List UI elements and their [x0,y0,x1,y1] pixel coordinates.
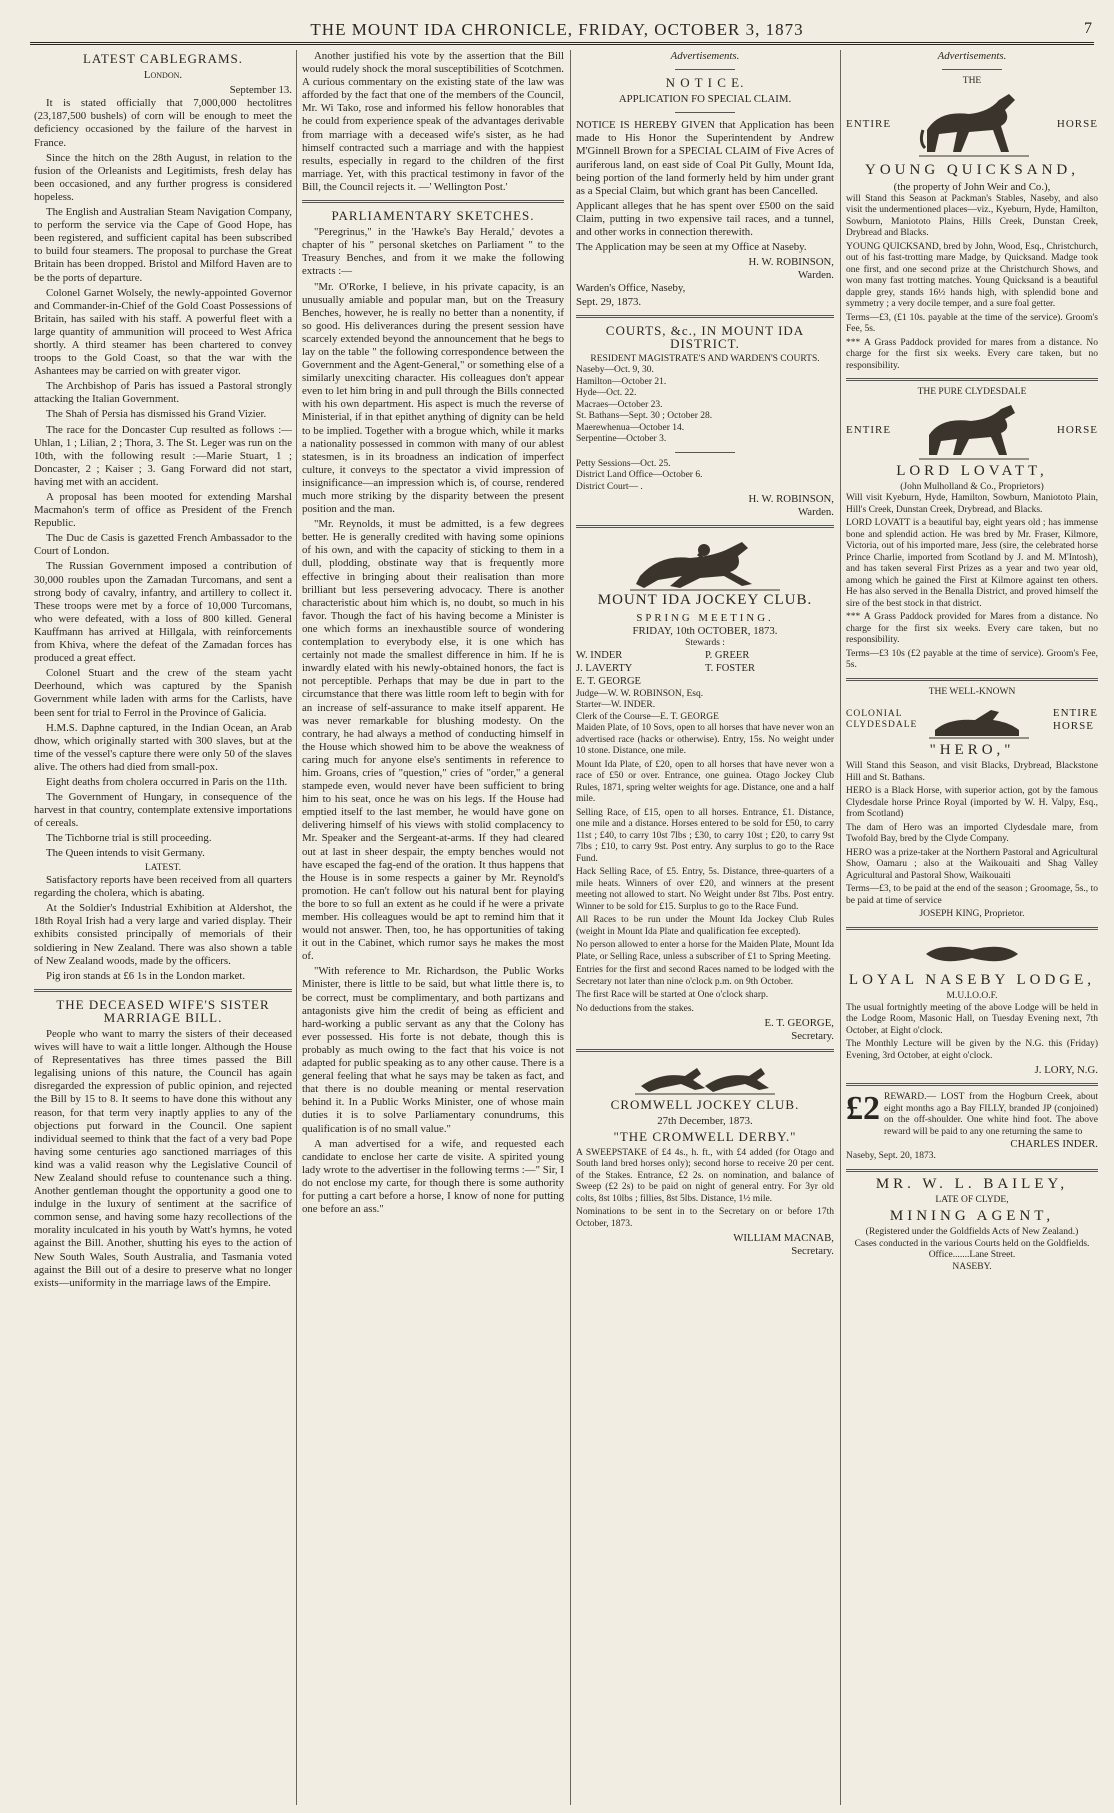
agent-role: MINING AGENT, [889,1208,1055,1225]
paragraph: Satisfactory reports have been received from all quarters regarding the cholera, which is abating. [34,874,292,900]
notice-date: Sept. 29, 1873. [576,295,642,308]
paragraph: LORD LOVATT is a beautiful bay, eight years old ; has immense bone and splendid action. He was bred by Mr. Fraser, Kilmore, Victoria, out of his imported mare, Jess (sire, the celebrated horse Prince Charlie, imported from Scotland by J. and M. M'Intosh), and has taken several First Prizes as a year and two year old, among which he gained the First at Kilmore against ten others. He has also served in the Benalla District, and proved himself the sire of the best stock in that district. [846,518,1098,609]
agent-late: LATE OF CLYDE, [935,1194,1009,1205]
paragraph: Since the hitch on the 28th August, in relation to the fusion of the Orleanists and Legitimists, fresh delay has been occasioned, and any further progress is considered hopeless. [34,151,292,203]
paragraph: Terms—£3, (£1 10s. payable at the time of the service). Groom's Fee, 5s. [846,312,1098,335]
paragraph: Applicant alleges that he has spent over £500 on the said Claim, putting in two expensive tail races, and a tunnel, and other works in connection therewith. [576,199,834,239]
paragraph: The English and Australian Steam Navigation Company, to perform the service via the Cape of Good Hope, has been registered, and sufficient capital has been subscribed to build four steamers. The proposal to purchase the Great Britain has been dropped. Bristol and Milford Haven are to be the ports of departure. [34,206,292,284]
column-4 [846,50,1098,1805]
official-entry: Starter—W. INDER. [576,700,656,711]
entire-horse-label [1053,707,1098,733]
paragraph: NOTICE IS HEREBY GIVEN that Application has been made to His Honor the Superintendent by Andrew M'Ginnell Brown for a SPECIAL CLAIM of Five Acres of auriferous land, on east side of Coal Pit Gully, Mount Ida, being portion of the land formerly held by him under grant as a Special Claim, but which grant has been Cancelled. [576,119,834,197]
divider [675,112,735,113]
cromwell-heading: CROMWELL JOCKEY CLUB. [610,1097,800,1113]
agent-office: Office.......Lane Street. [928,1250,1016,1261]
signature-title: Secretary. [791,1245,834,1258]
paragraph: Colonel Garnet Wolsely, the newly-appointed Governor and Commander-in-Chief of the Gold Coast Possessions of Britain, has sailed with his staff. A powerful fleet with a large quantity of ammunition will proceed to West Africa shortly. A third steamer has been chartered to convey troops to the Gold Coast, so that the war with the Ashantees may be carried on with greater vigor. [34,286,292,378]
paragraph: The Queen intends to visit Germany. [46,847,205,860]
notice-subheading: APPLICATION FO SPECIAL CLAIM. [618,93,792,106]
steward-name: P. GREER [705,650,750,662]
paragraph: Nominations to be sent in to the Secretary on or before 17th October, 1873. [576,1207,834,1229]
paragraph: The Monthly Lecture will be given by the N.G. this (Friday) Evening, 3rd October, at eight o'clock. [846,1039,1098,1061]
steward-name: T. FOSTER [705,663,755,675]
lying-horse-engraving-icon [929,700,1029,740]
masthead [0,0,1114,42]
paragraph: Terms—£3 10s (£2 payable at the time of service). Groom's Fee, 5s. [846,648,1098,671]
masthead-rule [30,42,1094,45]
divider [302,200,564,203]
steward-name: W. INDER [576,650,623,662]
court-entry: Petty Sessions—Oct. 25. [576,458,671,469]
column-1 [34,50,292,1805]
stallion-name: "HERO," [929,742,1015,759]
paragraph: At the Soldier's Industrial Exhibition at Aldershot, the 18th Royal Irish had a very large and varied display. Their exhibits consisted principally of memorials of their soldiering in New Zealand. There was also shown a table of New Zealand woods, made by the officers. [34,902,292,967]
stallion-details [846,194,1098,373]
divider [675,69,735,70]
signature-title: Warden. [797,269,834,282]
courts-list [576,365,834,446]
paragraph: will Stand this Season at Packman's Stables, Naseby, and also visit the undermentioned places—viz., Kyeburn, Hyde, Hamilton, Sowburn, Maniototo Plains, Hills Creek, Dunstan Creek, Drybread and Blacks. [846,193,1098,239]
stallion-engraving-icon [919,90,1029,160]
paragraph: The Government of Hungary, in consequence of the harvest in that country, contemplate extensive importations of cereals. [34,791,292,830]
race-conditions [576,723,834,1015]
entire-horse-banner [846,700,1098,740]
article-body [302,50,564,194]
stallion-details [846,761,1098,907]
stallion-owner: (the property of John Weir and Co.), [893,180,1051,193]
article-heading: PARLIAMENTARY SKETCHES. [331,208,535,224]
divider [576,1049,834,1052]
stewards-list [576,649,834,688]
reward-text: REWARD.— LOST from the Hogburn Creek, about eight months ago a Bay FILLY, branded JP (conjoined) on the off-shoulder. One white hind foot. The above reward will be paid to any one returning the same to [884,1092,1098,1137]
galloping-horses-icon [635,1058,775,1096]
notice-body [576,119,834,254]
paragraph: A proposal has been mooted for extending Marshal Macmahon's term of office as President of the French Republic. [34,491,292,530]
column-divider [840,50,841,1805]
stallion-details [846,493,1098,672]
divider [942,69,1002,70]
race-condition: Selling Race, of £15, open to all horses. Entrance, £1. Distance, one mile and a distance. Horses entered to be sold for £50, to carry 11st ; £40, to carry 10st 7lbs ; £30, to carry 10st ; £20, to carry 9st 7lbs ; £10, to carry 9st. Post entry. Any surplus to go to the Race Fund. [576,807,834,864]
paragraph: The Russian Government imposed a contribution of 30,000 roubles upon the Zamadan Turcomans, and sent a strong body of cavalry, infantry, and artillery to collect it. These troops were met by a force of 10,000 Turcomans, who were defeated, with a loss of 800 killed. General Kauffmann has arrived at Hillgala, with reinforcements from Khiva, where the defeat of the Zamadan forces has produced a great effect. [34,560,292,665]
signature: CHARLES INDER. [1010,1138,1098,1151]
cromwell-date: 27th December, 1873. [657,1115,753,1128]
column-2 [302,50,564,1805]
agent-heading: MR. W. L. BAILEY, [875,1175,1069,1192]
notice-office: Warden's Office, Naseby, [576,282,686,295]
race-condition: No person allowed to enter a horse for the Maiden Plate, Mount Ida Plate, or Selling Race, unless a subscriber of £1 to Spring Meeting. [576,940,834,962]
official-entry: Clerk of the Course—E. T. GEORGE [576,711,719,722]
derby-body [576,1148,834,1231]
reward-date: Naseby, Sept. 20, 1873. [846,1151,936,1162]
ad-label: THE WELL-KNOWN [928,686,1016,697]
paragraph: The Duc de Casis is gazetted French Ambassador to the Court of London. [34,532,292,558]
column-3 [576,50,834,1805]
agent-cases: Cases conducted in the various Courts held on the Goldfields. [854,1238,1090,1249]
official-entry: Judge—W. W. ROBINSON, Esq. [576,688,704,699]
stallion-name: LORD LOVATT, [896,462,1048,479]
horse-label: HORSE [1056,118,1098,131]
paragraph: The Archbishop of Paris has issued a Pastoral strongly attacking the Italian Government. [34,380,292,406]
paragraph: "Mr. O'Rorke, I believe, in his private capacity, is an unusually amiable and popular man, but on the Treasury Benches, however, he is really no better than a nonentity, if so good. His deliverances during the present session have scarcely extended beyond the announcement that he begs to lay on the table " the following correspondence between the Government and the Agent-General," or something else of a similarly unexciting character. His colleagues don't appear even to let him bring in and pull through the Bills connected with his own department. His aspect is much the reverse of Ministerial, if in that epithet anything of dignity can be held to be implied. Together with a brogue which, while it marks a nationality possessed in common with many of our ablest statesmen, is in its broadness an indication of imperfect culture, it conveys to the spectator a vivid impression of insignificance—an impression which is, of course, rendered much more striking by the disparity between the present position and the man. [302,280,564,516]
stallion-name: YOUNG QUICKSAND, [865,161,1079,178]
horse-label: HORSE [1052,720,1094,733]
courts-subheading: RESIDENT MAGISTRATE'S AND WARDEN'S COURTS. [590,353,820,364]
paragraph: H.M.S. Daphne captured, in the Indian Ocean, an Arab dhow, which originally started with 300 slaves, but at the time of the vessel's capture there were only 50 of the slaves alive. The others had died from small-pox. [34,721,292,773]
court-entry: Hamilton—October 21. [576,376,667,387]
ad-label: THE PURE CLYDESDALE [917,387,1027,398]
paragraph: It is stated officially that 7,000,000 hectolitres (23,187,500 bushels) of corn will be enough to meet the deficiency occasioned by the failure of the harvest in France. [34,97,292,149]
clydesdale-engraving-icon [919,401,1029,461]
signature: J. LORY, N.G. [1034,1064,1098,1077]
race-condition: Maiden Plate, of 10 Sovs, open to all horses that have never won an advertised race (hacks or otherwise). Entry, 15s. No weight under 10 stone. Distance, one mile. [576,723,834,757]
paragraph: Will visit Kyeburn, Hyde, Hamilton, Sowburn, Maniototo Plain, Hill's Creek, Dunstan Creek, Drybread, and Blacks. [846,493,1098,515]
paragraph: Eight deaths from cholera occurred in Paris on the 11th. [46,775,288,788]
paragraph: YOUNG QUICKSAND, bred by John, Wood, Esq., Christchurch, out of his fast-trotting mare Madge, by Quicksand. Madge took one first, and one second prize at the Christchurch Shows, and won many fast trotting matches. Young Quicksand is a beautiful dapple grey, stands 16½ hands high, with splendid bone and symmetry ; a very docile temper, and a sure foal getter. [846,241,1098,310]
signature: H. W. ROBINSON, [748,256,834,269]
agent-registration: (Registered under the Goldfields Acts of New Zealand.) [865,1227,1079,1238]
meeting-date: FRIDAY, 10th OCTOBER, 1873. [632,624,778,637]
article-heading: LATEST CABLEGRAMS. [82,51,244,66]
courts-list [576,459,834,494]
racehorse-engraving-icon [630,534,780,592]
article-body [34,97,292,860]
court-entry: Serpentine—October 3. [576,434,667,445]
steward-name: E. T. GEORGE [576,676,641,688]
court-entry: Hyde—Oct. 22. [576,388,637,399]
divider [846,927,1098,930]
paragraph: The usual fortnightly meeting of the above Lodge will be held in the Lodge Room, Masonic Hall, on Tuesday Evening next, 7th October, at Eight o'clock. [846,1002,1098,1036]
paragraph: Another justified his vote by the assertion that the Bill would rudely shock the moral susceptibilities of Scotchmen. A curious commentary on the existing state of the law was afforded by the fact that one of the members of the Council, Mr. Wi Tako, rose and informed his fellow honorables that he could from experience speak of the advantages derivable from marriage with a deceased wife's sister, as he had himself contracted such a marriage and with the happiest results, especially in regard to the children of the first marriage. Yet, with this practical testimony in favor of the Bill, the Council rejects it. —' Wellington Post.' [302,50,564,193]
race-condition: Mount Ida Plate, of £20, open to all horses that have never won a race of £50 or over. Entrance, one guinea. Otago Jockey Club Rules, 1871, spring welter weights for age. Distance, one and a half mile. [576,759,834,805]
race-condition: No deductions from the stakes. [576,1003,694,1014]
entire-horse-banner [846,401,1098,461]
signature: E. T. GEORGE, [764,1017,834,1030]
steward-name: J. LAVERTY [576,663,633,675]
divider [846,1083,1098,1086]
agent-town: NASEBY. [952,1261,992,1272]
paragraph: *** A Grass Paddock provided for Mares from a distance. No charge for the first six weeks. Every care taken, but no responsibility. [846,612,1098,646]
meeting-title: SPRING MEETING. [636,611,774,624]
officials-list [576,689,834,724]
signature-title: Secretary. [791,1030,834,1043]
court-entry: Macraes—October 23. [576,399,663,410]
article-body [34,1028,292,1290]
column-divider [296,50,297,1805]
dateline-date: September 13. [229,84,292,97]
derby-heading: "THE CROMWELL DERBY." [613,1129,797,1145]
paragraph: The Shah of Persia has dismissed his Grand Vizier. [46,408,267,421]
paragraph: Will Stand this Season, and visit Blacks, Drybread, Blackstone Hill and St. Bathans. [846,761,1098,783]
entire-label: ENTIRE [1052,707,1098,720]
paragraph: The race for the Doncaster Cup resulted as follows :—Uhlan, 1 ; Lilian, 2 ; Thora, 3. The St. Leger was run on the 10th, with the following result :—Marie Stuart, 1 ; Doncaster, 2 ; Kaiser ; 3. Gang Forward did not start, having met with an accident. [34,423,292,488]
paragraph: The dam of Hero was an imported Clydesdale mare, from Twofold Bay, bred by the Clyde Company. [846,822,1098,845]
section-heading: Advertisements. [937,50,1007,62]
signature: WILLIAM MACNAB, [733,1232,834,1244]
race-condition: Hack Selling Race, of £5. Entry, 5s. Distance, three-quarters of a mile heats. Winners of over £20, and winners at the present meeting not allowed to start. No Weight under 8st 7lbs. Post entry. Winner to be sold for £15. Surplus to go to the Race Fund. [576,867,834,912]
court-entry: St. Bathans—Sept. 30 ; October 28. [576,411,713,422]
horse-label: HORSE [1056,424,1098,437]
signature: JOSEPH KING, Proprietor. [919,909,1025,920]
section-heading: Advertisements. [670,50,740,62]
dateline-place: London. [143,69,183,82]
paragraph: The Application may be seen at my Office at Naseby. [576,241,807,254]
lodge-body [846,1003,1098,1063]
court-entry: Maerewhenua—October 14. [576,422,685,433]
court-entry: District Court— . [576,481,643,492]
article-heading: THE DECEASED WIFE'S SISTER MARRIAGE BILL. [56,996,270,1025]
clasped-hands-emblem-icon [922,936,1022,970]
entire-horse-banner [846,90,1098,160]
divider [846,378,1098,381]
paragraph: A SWEEPSTAKE of £4 4s., h. ft., with £4 added (for Otago and South land bred horses only); second horse to receive 20 per cent. of the Stakes. Entrance, £2 2s. on nomination, and balance of Sweep (£2 2s) to be paid on night of general entry. For 3yr old colts, 8st 10lbs ; fillies, 8st 5lbs. Distance, 1½ mile. [576,1147,834,1204]
courts-heading: COURTS, &c., IN MOUNT IDA DISTRICT. [605,322,805,351]
paragraph: Pig iron stands at £6 1s in the London market. [46,969,246,982]
paragraph: A man advertised for a wife, and requested each candidate to enclose her carte de visite. A spirited young lady wrote to the advertiser in the following terms :—" Sir, I do not enclose my carte, for though there is some authority for putting a cart before a horse, I know of none for putting one before an ass." [302,1137,564,1216]
latest-label: LATEST. [145,862,181,873]
race-condition: All Races to be run under the Mount Ida Jockey Club Rules (weight in Mount Ida Plate and qualification fee excepted). [576,915,834,937]
divider [34,989,292,992]
notice-heading: N O T I C E. [665,75,745,91]
article-body [34,874,292,983]
masthead-title: THE MOUNT IDA CHRONICLE, FRIDAY, OCTOBER 3, 1873 [310,20,804,39]
divider [846,678,1098,681]
signature-title: Warden. [797,506,834,519]
divider [576,525,834,528]
paragraph: *** A Grass Paddock provided for mares from a distance. No charge for the first six weeks. Every care taken, but no responsibility. [846,337,1098,371]
signature: H. W. ROBINSON, [748,493,834,506]
jockey-club-heading: MOUNT IDA JOCKEY CLUB. [597,592,813,609]
stallion-owner: (John Mulholland & Co., Proprietors) [900,481,1044,492]
paragraph: Colonel Stuart and the crew of the steam yacht Deerhound, which was captured by the Spanish Government while laden with arms for the Carlists, have been sent for trial to Ferrol in the Province of Galicia. [34,667,292,719]
paragraph: "With reference to Mr. Richardson, the Public Works Minister, there is little to be said, but what little there is, to be correct, must be complimentary, and both partizans and antagonists give him the credit of being as efficient and hard-working a public servant as any that the Colony has ever possessed. His forte is not debate, though this is probably as much owing to the fact that his voice is not adapted for public speaking as to any other cause. There is a general feeling that what he says may be taken as fact, and that there is no double meaning or mental reservation behind it. In a Public Works Minister, one of whose main duties it is to solve Parliamentary conundrums, this qualification is of no small value." [302,965,564,1135]
paragraph: HERO was a prize-taker at the Northern Pastoral and Agricultural Show, Oamaru ; also at the Waikouaiti and Shag Valley Agricultural and Pastoral Show, Waikouaiti [846,847,1098,881]
lodge-subheading: M.U.I.O.O.F. [946,991,998,1002]
paragraph: The Tichborne trial is still proceeding. [46,832,212,845]
lodge-heading: LOYAL NASEBY LODGE, [848,971,1096,988]
ad-label: THE [962,76,982,87]
paragraph: People who want to marry the sisters of their deceased wives will have to wait a little longer. Although the House of Representatives has three times passed the Bill legalising unions of this nature, the Council has again disregarded the expression of public opinion, and rejected the Bill by 15 to 8. It seems to have done this without any reason, for that term very inaptly applies to any of the objections put forward in the Council. One sapient individual seemed to think that the fact of a very bad Pope having some centuries ago sanctioned marriages of this kind was a valid reason why the Legislative Council of New Zealand should refuse to countenance such a thing. Another gentleman thought the opportunity a good one to indulge in the luxury of sentiment at the sacrifice of common sense, and having some hazy recollections of the morality inculcated in his youth by Watt's hymns, he voted against the Bill. Another, shutting his eyes to the action of New South Wales, South Australia, and Tasmania voted against the Bill out of a desire to preserve what no longer exists—uniformity in the marriage laws of the Empire. [34,1027,292,1289]
stewards-label: Stewards : [685,637,725,648]
race-condition: The first Race will be started at One o'clock sharp. [576,990,769,1001]
page-number: 7 [1084,20,1092,37]
paragraph: "Peregrinus," in the 'Hawke's Bay Herald,' devotes a chapter of his " personal sketches on Parliament " to the Treasury Benches, and from it we make the following extracts :— [302,226,564,278]
divider [576,315,834,318]
divider [846,1169,1098,1172]
court-entry: District Land Office—October 6. [576,470,703,481]
paragraph: HERO is a Black Horse, with superior action, got by the famous Clydesdale horse Prince Royal (imported by W. H. Valpy, Esq., from Scotland) [846,786,1098,820]
race-condition: Entries for the first and second Races named to be lodged with the Secretary not later than nine o'clock p.m. on 9th October. [576,965,834,987]
colonial-label: COLONIAL CLYDESDALE [846,708,918,731]
reward-notice [846,1092,1098,1138]
paragraph: "Mr. Reynolds, it must be admitted, is a few degrees better. He is generally credited with having some opinions of his own, and with the capacity of sticking to them in a dull, plodding, obstinate way that is frequently more effective in bringing about their realisation than more brilliant but less persevering advocacy. There is another characteristic about him which is, no doubt, so much in his favor. Though the fact of his having become a Minister is one which forms an inexhaustible source of wondering contemplation to everybody else, it is one which has certainly not made the smallest difference in him. If he is inwardly elated with his newly-obtained honors, the fact is not perceptible. Perhaps that may be due in part to the circumstance that there was little room left to begin with for an increase of self-assurance to make itself apparent. He was never remarkable for blushing modesty. On the contrary, he had always a method of conducting himself in the House which showed him to be above the weakness of caring much for anyone else's sentiments in reference to him. Groans, cries of "question," cries of "order," a general stampede even, would never have been sufficient to bring him to his seat, once he was on his legs. If the House had emptied itself to the last member, he would have gone on delivering himself of his views with stolid complacency to Mr. Speaker and the Sergeant-at-arms. If they had cleared out at last in sheer despair, the empty benches would not have escaped the fag-end of the oration. It thus happens that the House is in some respects a gainer by Mr. Reynold's promotion. He can't follow out his natural bent for playing the bore to so full an extent as he could if he were a private member. His colleagues would be apt to remind him that it would not answer. Then, too, he has opportunities of taking it out in the Cabinet, which rumor says he makes the most of. [302,518,564,963]
reward-amount: £2 [846,1090,880,1128]
entire-label: ENTIRE [846,118,892,131]
divider [675,452,735,453]
court-entry: Naseby—Oct. 9, 30. [576,365,654,376]
paragraph: Terms—£3, to be paid at the end of the season ; Groomage, 5s., to be paid at time of service [846,884,1098,906]
column-divider [570,50,571,1805]
article-body [302,226,564,1216]
entire-label: ENTIRE [846,424,892,437]
